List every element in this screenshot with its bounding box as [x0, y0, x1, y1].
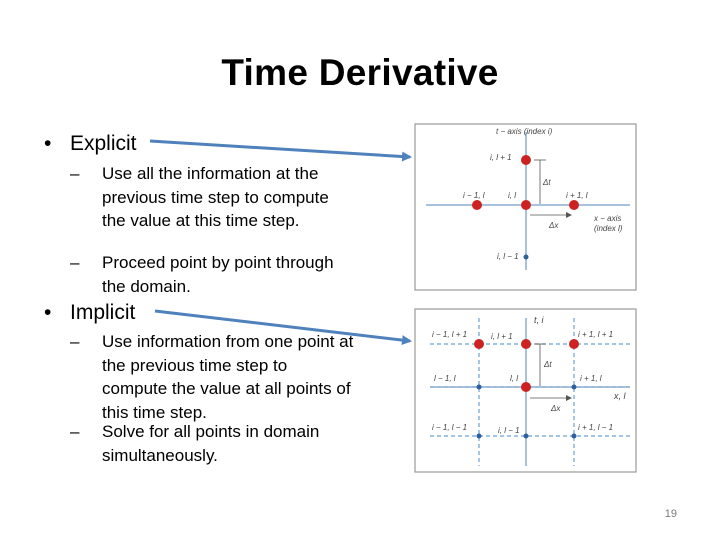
node-middle-center — [521, 382, 531, 392]
node-middle-right — [572, 385, 577, 390]
node-top-left — [474, 339, 484, 349]
label-bottom-center: i, l − 1 — [498, 426, 520, 435]
delta-t-label: Δt — [543, 178, 551, 187]
label-bottom: i, l − 1 — [497, 252, 519, 261]
implicit-point-1-text: Use information from one point at the previous time step to compute the value at all points of this time step. — [102, 332, 354, 422]
x-axis-label-1: x − axis — [594, 214, 622, 223]
explicit-diagram — [415, 124, 636, 290]
label-middle-right: i + 1, l — [580, 374, 602, 383]
label-top-right: i + 1, l + 1 — [578, 330, 614, 339]
explicit-point-1-text: Use all the information at the previous time step to compute the value at this time step. — [102, 164, 329, 230]
node-top — [521, 155, 531, 165]
label-bottom-left: i − 1, l − 1 — [432, 423, 468, 432]
explicit-arrow — [150, 141, 410, 157]
bullet-dot: • — [44, 301, 52, 324]
label-top-left: i − 1, l + 1 — [432, 330, 468, 339]
x-axis-label-2: (index l) — [594, 224, 623, 233]
bullet-dot: • — [44, 132, 52, 155]
implicit-diagram — [415, 309, 636, 472]
bullet-implicit-label: Implicit — [70, 301, 136, 324]
label-left: i − 1, l — [463, 191, 485, 200]
label-right: i + 1, l — [566, 191, 588, 200]
label-middle-left: l − 1, l — [434, 374, 456, 383]
delta-x-label: Δx — [549, 221, 559, 230]
node-bottom-center — [524, 434, 529, 439]
node-top-right — [569, 339, 579, 349]
label-center: i, l — [508, 191, 516, 200]
node-left — [472, 200, 482, 210]
dash-marker: – — [70, 422, 80, 441]
node-center — [521, 200, 531, 210]
implicit-point-2-text: Solve for all points in domain simultaneously. — [102, 422, 320, 465]
bullet-explicit-label: Explicit — [70, 132, 137, 155]
node-bottom-left — [477, 434, 482, 439]
implicit-arrow — [155, 311, 410, 341]
node-top-center — [521, 339, 531, 349]
implicit-delta-t-label: Δt — [544, 360, 552, 369]
dash-marker: – — [70, 253, 80, 272]
label-top-center: i, l + 1 — [491, 332, 513, 341]
explicit-t-axis-label: t − axis (index i) — [496, 127, 553, 136]
label-top: i, l + 1 — [490, 153, 512, 162]
node-bottom — [524, 255, 529, 260]
implicit-delta-x-label: Δx — [551, 404, 561, 413]
implicit-x-axis-label: x, l — [614, 391, 626, 401]
slide-title: Time Derivative — [221, 52, 499, 93]
label-bottom-right: i + 1, l − 1 — [578, 423, 614, 432]
label-middle-center: l, l — [510, 374, 518, 383]
dash-marker: – — [70, 332, 80, 351]
page-number: 19 — [664, 508, 677, 520]
node-middle-left — [477, 385, 482, 390]
dash-marker: – — [70, 164, 80, 183]
node-bottom-right — [572, 434, 577, 439]
implicit-t-axis-label: t, i — [534, 315, 544, 325]
node-right — [569, 200, 579, 210]
explicit-point-2-text: Proceed point by point through the domain. — [102, 253, 334, 296]
